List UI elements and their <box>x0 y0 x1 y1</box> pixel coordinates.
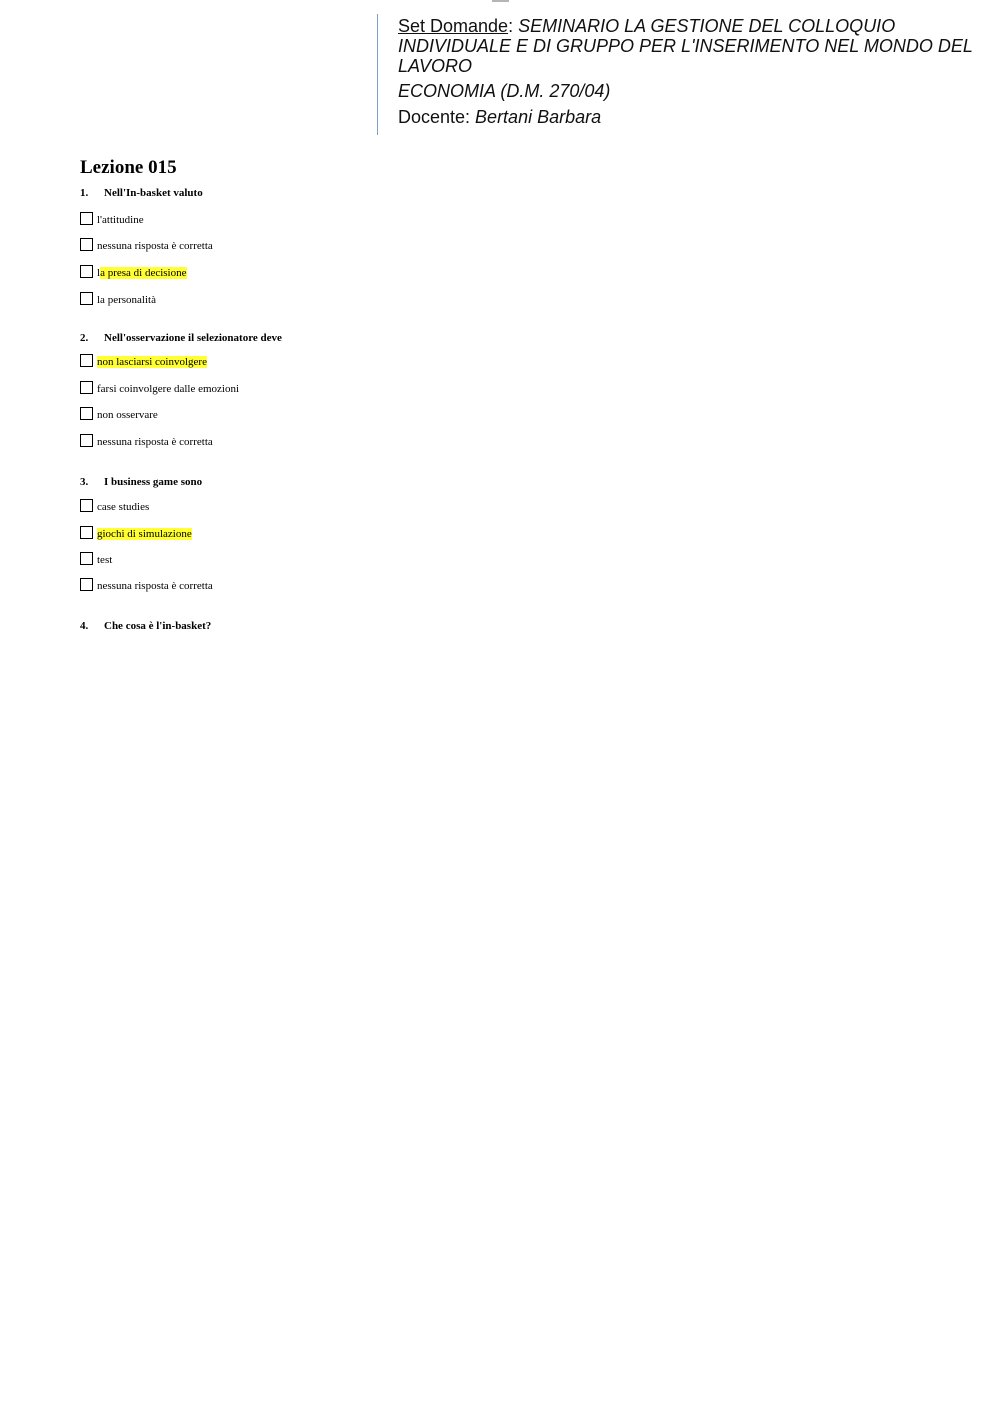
answer-option[interactable] <box>80 408 680 422</box>
question-heading <box>80 475 680 489</box>
answer-option[interactable] <box>80 382 680 396</box>
teacher-line <box>398 105 977 129</box>
answer-option-correct[interactable] <box>80 355 680 369</box>
answer-text: la personalità <box>97 294 156 306</box>
question-text: Nell'In-basket valuto <box>104 187 203 199</box>
answer-text: la presa di decisione <box>97 267 187 279</box>
answer-text: case studies <box>97 501 150 513</box>
answer-checkbox[interactable] <box>80 407 93 420</box>
answer-option-correct[interactable] <box>80 266 680 280</box>
answer-text: l'attitudine <box>97 214 144 226</box>
answer-checkbox[interactable] <box>80 499 93 512</box>
answer-checkbox[interactable] <box>80 381 93 394</box>
answer-checkbox[interactable] <box>80 292 93 305</box>
teacher-label: Docente: <box>398 107 476 127</box>
answer-text <box>97 527 192 541</box>
question-text: Nell'osservazione il selezionatore deve <box>104 332 282 344</box>
top-page-mark <box>492 0 509 2</box>
question-2 <box>80 331 680 449</box>
document-header <box>377 14 977 135</box>
question-heading <box>80 331 680 345</box>
answer-text: nessuna risposta è corretta <box>97 240 213 252</box>
answer-option-correct[interactable] <box>80 527 680 541</box>
question-number: 1. <box>80 187 89 199</box>
question-heading <box>80 619 680 633</box>
question-3 <box>80 475 680 593</box>
question-4 <box>80 619 680 633</box>
question-number: 3. <box>80 476 89 488</box>
answer-checkbox[interactable] <box>80 212 93 225</box>
highlighted-answer: a presa di decisione <box>100 267 187 279</box>
answer-option[interactable] <box>80 213 680 227</box>
question-set-heading <box>398 16 977 76</box>
set-colon: : <box>508 16 519 36</box>
question-number: 4. <box>80 620 89 632</box>
question-text: I business game sono <box>104 476 203 488</box>
set-label: Set Domande <box>398 16 509 36</box>
question-number: 2. <box>80 332 89 344</box>
answer-option[interactable] <box>80 239 680 253</box>
answer-option[interactable] <box>80 553 680 567</box>
teacher-name: Bertani Barbara <box>475 107 602 127</box>
answer-checkbox[interactable] <box>80 526 93 539</box>
answer-checkbox[interactable] <box>80 354 93 367</box>
set-title-line-1: SEMINARIO LA GESTIONE DEL COLLOQUIO <box>518 16 896 36</box>
question-1 <box>80 186 680 307</box>
answer-text: test <box>97 554 113 566</box>
answer-checkbox[interactable] <box>80 265 93 278</box>
answer-option[interactable] <box>80 293 680 307</box>
question-text: Che cosa è l'in-basket? <box>104 620 212 632</box>
highlighted-answer: giochi di simulazione <box>97 528 192 540</box>
highlighted-answer: non lasciarsi coinvolgere <box>97 356 207 368</box>
answer-checkbox[interactable] <box>80 578 93 591</box>
answer-text: nessuna risposta è corretta <box>97 436 213 448</box>
answer-text: farsi coinvolgere dalle emozioni <box>97 383 240 395</box>
answer-text: nessuna risposta è corretta <box>97 580 213 592</box>
answer-option[interactable] <box>80 435 680 449</box>
answer-checkbox[interactable] <box>80 434 93 447</box>
answer-option[interactable] <box>80 579 680 593</box>
answer-checkbox[interactable] <box>80 552 93 565</box>
lesson-title: Lezione 015 <box>80 157 177 178</box>
course-name: ECONOMIA (D.M. 270/04) <box>398 81 611 101</box>
set-title-line-2: INDIVIDUALE E DI GRUPPO PER L'INSERIMENTO NEL MONDO DEL <box>398 36 973 56</box>
set-title-line-3: LAVORO <box>398 56 473 76</box>
answer-text: non osservare <box>97 409 158 421</box>
question-heading <box>80 186 680 200</box>
answer-checkbox[interactable] <box>80 238 93 251</box>
answer-text <box>97 355 207 369</box>
answer-option[interactable] <box>80 500 680 514</box>
